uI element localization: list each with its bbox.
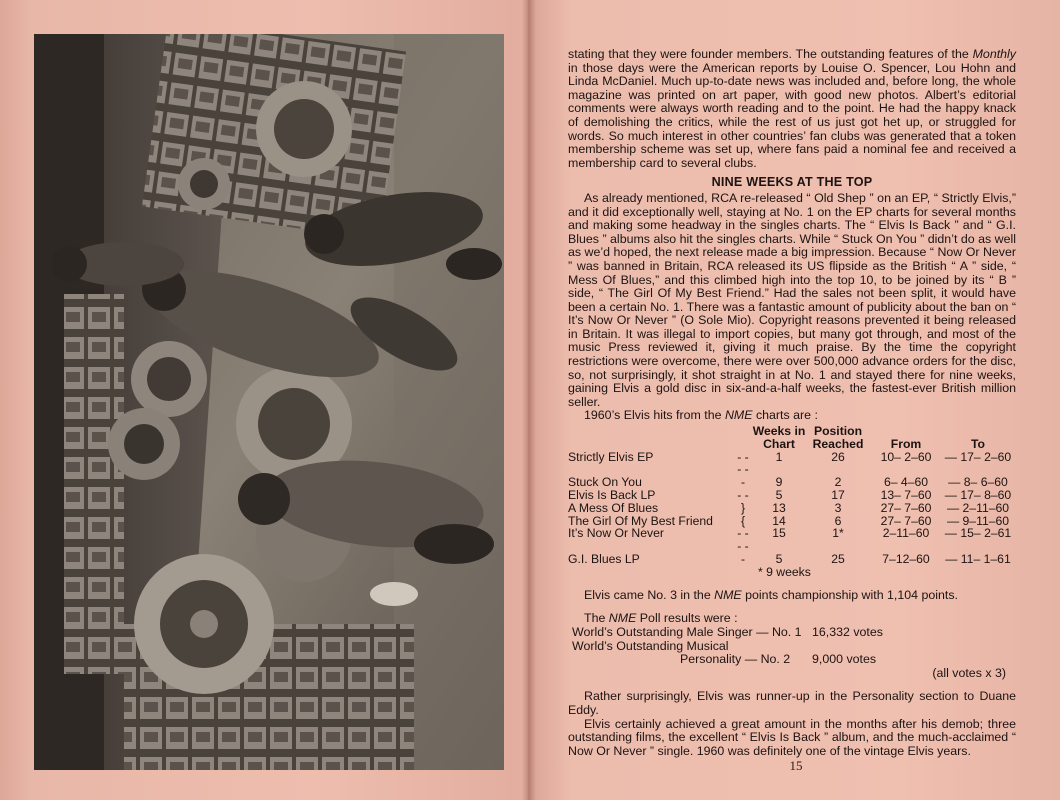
book-gutter [522,0,536,800]
hit-dashes: - - [737,488,749,503]
hit-title: A Mess Of Blues [568,500,659,515]
hit-position: 3 [834,500,842,515]
hit-position: 6 [834,513,842,528]
hit-to: — 15– 2–61 [944,526,1012,541]
hit-title: Stuck On You [568,475,642,490]
hit-dashes: } [740,500,746,515]
hits-table-row [568,451,1012,464]
hit-from: 13– 7–60 [880,488,932,503]
poll2-label-b: Personality — No. 2 [680,652,791,667]
poll-row-2b [568,653,1016,667]
hit-weeks: 1 [775,449,783,464]
hit-to: — 8– 6–60 [948,475,1008,490]
header-from: From [890,436,922,451]
hits-table-row [568,527,1012,540]
hit-weeks: 5 [775,488,783,503]
table-footnote: * 9 weeks [758,564,811,579]
points-paragraph: Elvis came No. 3 in the NME points championship with 1,104 points. [584,587,958,602]
hit-weeks: 15 [772,526,786,541]
hit-from: 27– 7–60 [880,513,932,528]
hits-table-row [568,540,1012,566]
hit-dashes: - - - [737,462,749,490]
hit-dashes: - - [737,526,749,541]
hit-weeks: 5 [775,552,783,566]
hit-position: 26 [831,449,845,464]
hit-to: — 17– 8–60 [944,488,1012,503]
hit-position: 17 [831,488,845,503]
hit-to: — 2–11–60 [946,500,1010,515]
header-title-col [568,425,736,451]
paragraph-1: stating that they were founder members. The outstanding features of the Monthly in those days were the American reports by Louise O. Spencer, Lou Hohn and Linda McDaniel. Much up-to-date news was included and, before long, the whole magazine was printed on art paper, with good new photos. Albert’s editorial comments were always worth reading and to the point. He had the happy knack of demolishing the critics, while the rest of us just got het up, or struggled for words. So much interest in other countries’ fan clubs was generated that a token membership scheme was set up, where fans paid a nominal fee and received a membership card to several clubs. [568,47,1016,170]
paragraph-2: As already mentioned, RCA re-released “ Old Shep ” on an EP, “ Strictly Elvis,” and it did exceptionally well, staying at No. 1 on the EP charts for several months and making some headway in the singles charts. The “ Elvis Is Back ” and “ G.I. Blues ” albums also hit the singles charts. While “ Stuck On You ” didn’t do as well as we’d hoped, the next release made a big impression. Because “ Now Or Never ” was banned in Britain, RCA released its US flipside as the British “ A ” side, “ Mess Of Blues,” and this climbed high into the top 10, to be joined by its “ B ” side, “ The Girl Of My Best Friend.” Had the sales not been split, it would have been a certain No. 1. There was a fantastic amount of publicity about the ban on “ It’s Now Or Never ” (O Sole Mio). Copyright reasons prevented it being released in Britain. It was illegal to import copies, but many got through, and most of the music Press reviewed it, giving it much praise. By the time the copyright restrictions were overcome, there were over 500,000 advance orders for the disc, so, not surprisingly, it shot straight in at No. 1 and stayed there for nine weeks, gaining Elvis a gold disc in six-and-a-half weeks, the fastest-ever British million seller. [568,190,1016,409]
hit-title: It’s Now Or Never [568,526,664,541]
article-text [568,48,1016,758]
page-number: 15 [789,758,803,773]
hit-dashes: { [740,513,746,528]
hit-position: 1* [832,526,844,541]
hit-position: 25 [831,552,845,566]
tank-repair-photo [34,34,504,770]
hit-to: — 9–11–60 [946,513,1010,528]
poll2-label-a: World’s Outstanding Musical [572,638,729,653]
poll1-label: World’s Outstanding Male Singer — No. 1 [572,624,802,639]
header-dash-col [736,425,750,451]
header-position: Position Reached [812,424,864,451]
hit-weeks: 9 [775,475,783,490]
hit-title: The Girl Of My Best Friend [568,513,713,528]
poll-row-2a [568,640,1016,654]
poll1-votes: 16,332 votes [812,624,883,639]
hits-table-row [568,502,1012,515]
poll-row-1 [568,626,1016,640]
hit-dashes: - - [737,449,749,464]
hits-table-header [568,425,1012,451]
hit-to: — 17– 2–60 [944,449,1012,464]
poll-intro: The NME Poll results were : [584,611,738,626]
hit-from: 27– 7–60 [880,500,932,515]
hit-title: Strictly Elvis EP [568,449,654,464]
paragraph-3: Rather surprisingly, Elvis was runner-up in the Personality section to Duane Eddy. [568,689,1016,717]
hits-table-row [568,463,1012,489]
hits-table-row [568,489,1012,502]
hits-intro: 1960’s Elvis hits from the NME charts are : [584,408,818,423]
hit-from: 10– 2–60 [880,449,932,464]
header-to: To [971,436,985,451]
poll-note: (all votes x 3) [932,665,1006,680]
photo-illustration [34,34,504,770]
poll2-votes: 9,000 votes [812,652,877,667]
hit-from: 6– 4–60 [883,475,929,490]
section-heading: NINE WEEKS AT THE TOP [711,175,873,190]
hit-position: 2 [834,475,842,490]
header-weeks: Weeks in Chart [752,424,806,451]
hit-dashes: - - - [737,539,749,566]
hit-title: G.I. Blues LP [568,552,640,566]
hit-title: Elvis Is Back LP [568,488,656,503]
hit-from: 7–12–60 [882,552,930,566]
hit-weeks: 14 [772,513,786,528]
hit-weeks: 13 [772,500,786,515]
hit-to: — 11– 1–61 [945,552,1011,566]
hit-from: 2–11–60 [882,526,930,541]
paragraph-4: Elvis certainly achieved a great amount in the months after his demob; three outstanding films, the excellent “ Elvis Is Back ” album, and the much-acclaimed “ Now Or Never ” single. 1960 was definitely one of the vintage Elvis years. [568,716,1016,758]
hits-table [568,425,1012,566]
hits-table-body [568,451,1012,566]
